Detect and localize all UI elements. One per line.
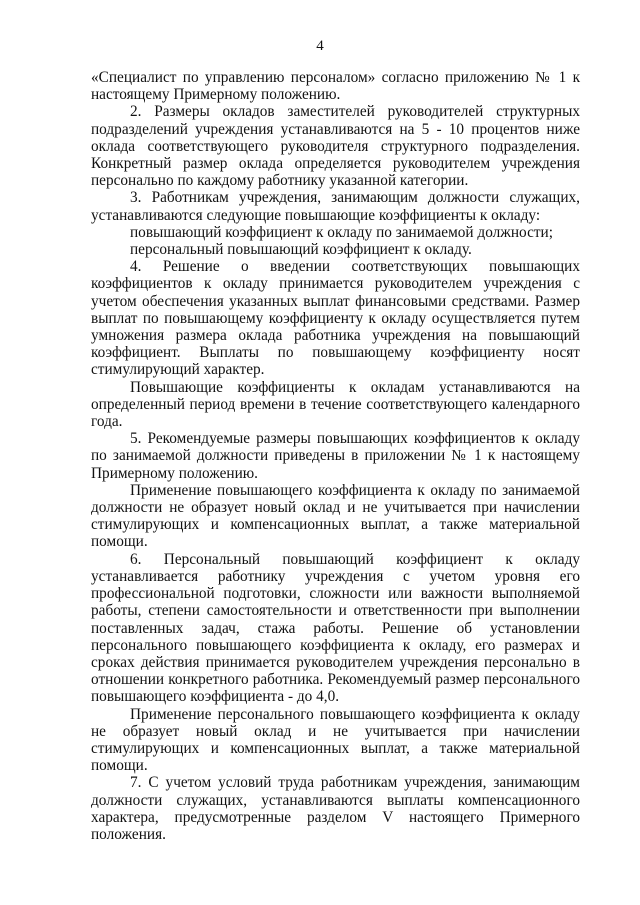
paragraph-continuation: «Специалист по управлению персоналом» согласно приложению № 1 к настоящему Примерному положению. xyxy=(91,69,580,104)
paragraph-item-4: 4. Решение о введении соответствующих повышающих коэффициентов к окладу принимается руководителем учреждения с учетом обеспечения указанных выплат финансовыми средствами. Размер выплат по повышающему коэффициенту к окладу осуществляется путем умножения размера оклада работника учреждения на повышающий коэффициент. Выплаты по повышающему коэффициенту носят стимулирующий характер. xyxy=(91,258,580,379)
page-number: 4 xyxy=(316,38,324,54)
coefficient-list-item: повышающий коэффициент к окладу по занимаемой должности; xyxy=(130,223,553,241)
coefficient-list-item: персональный повышающий коэффициент к окладу. xyxy=(130,241,472,259)
paragraph-item-6: 6. Персональный повышающий коэффициент к окладу устанавливается работнику учреждения с учетом уровня его профессиональной подготовки, сложности или важности выполняемой работы, степени самостоятельности и ответственности при выполнении поставленных задач, стажа работы. Решение об установлении персонального повышающего коэффициента к окладу, его размерах и сроках действия принимается руководителем учреждения персонально в отношении конкретного работника. Рекомендуемый размер персонального повышающего коэффициента - до 4,0. xyxy=(91,550,580,706)
paragraph-item-3: 3. Работникам учреждения, занимающим должности служащих, устанавливаются следующие повышающие коэффициенты к окладу: xyxy=(91,189,580,224)
document-body xyxy=(91,69,580,843)
paragraph: Применение персонального повышающего коэффициента к окладу не образует новый оклад и не учитывается при начислении стимулирующих и компенсационных выплат, а также материальной помощи. xyxy=(91,705,580,775)
paragraph-item-7: 7. С учетом условий труда работникам учреждения, занимающим должности служащих, устанавливаются выплаты компенсационного характера, предусмотренные разделом V настоящего Примерного положения. xyxy=(91,774,580,843)
paragraph: Повышающие коэффициенты к окладам устанавливаются на определенный период времени в течение соответствующего календарного года. xyxy=(91,378,580,431)
paragraph: Применение повышающего коэффициента к окладу по занимаемой должности не образует новый оклад и не учитывается при начислении стимулирующих и компенсационных выплат, а также материальной помощи. xyxy=(91,481,580,551)
paragraph-item-5: 5. Рекомендуемые размеры повышающих коэффициентов к окладу по занимаемой должности приведены в приложении № 1 к настоящему Примерному положению. xyxy=(91,430,580,482)
paragraph-item-2: 2. Размеры окладов заместителей руководителей структурных подразделений учреждения устанавливаются на 5 - 10 процентов ниже оклада соответствующего руководителя структурного подразделения. Конкретный размер оклада определяется руководителем учреждения персонально по каждому работнику указанной категории. xyxy=(91,103,580,190)
